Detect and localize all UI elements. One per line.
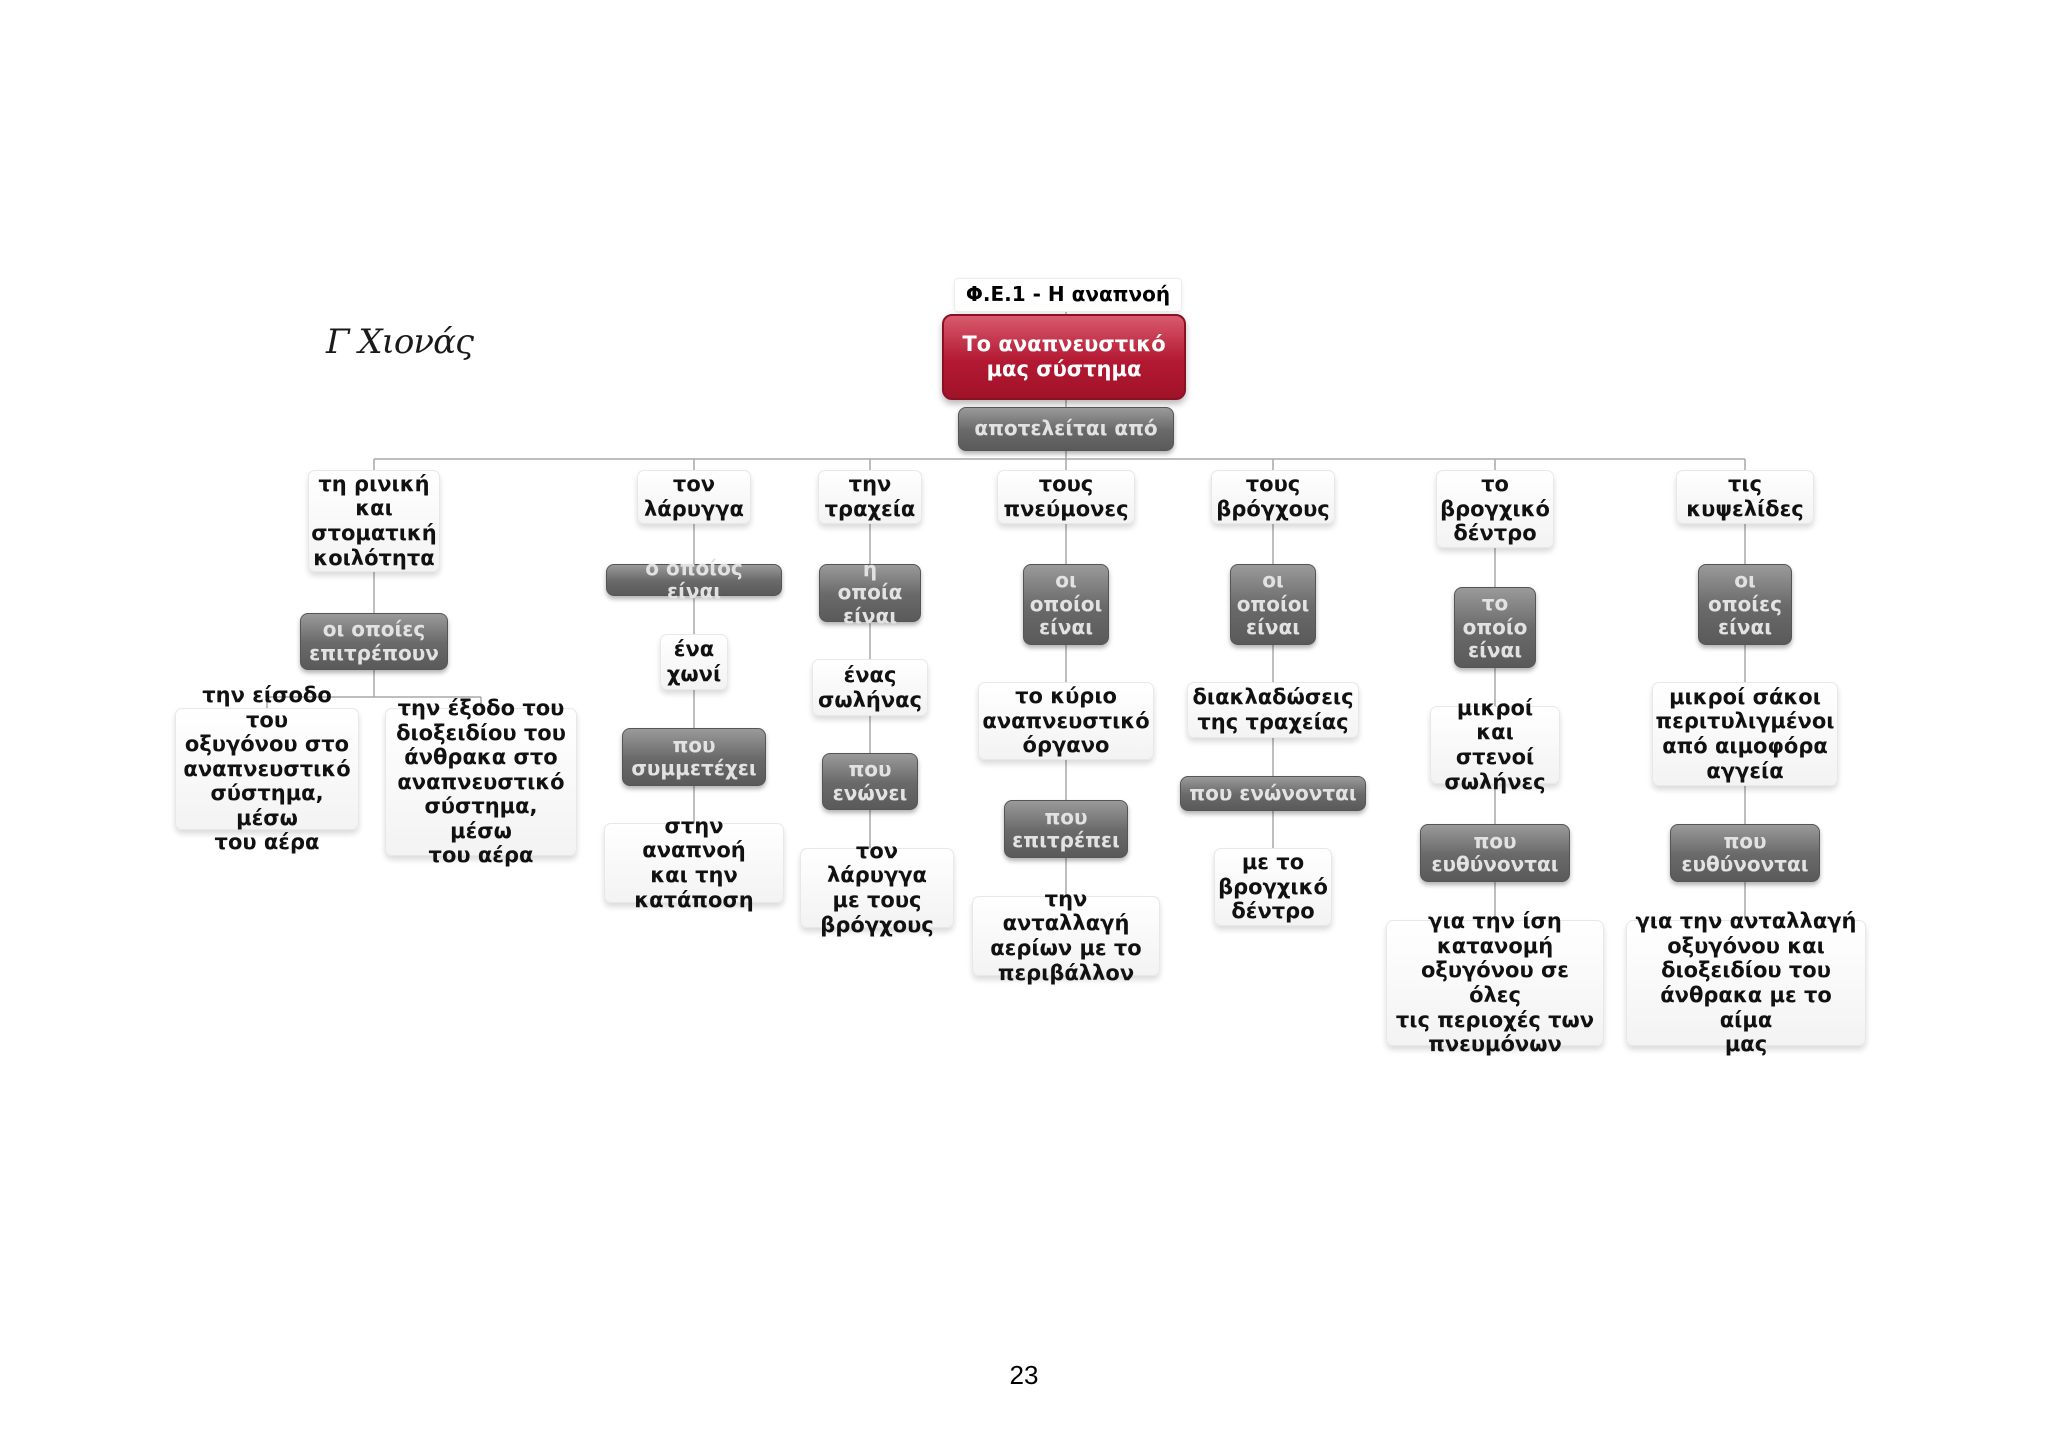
link-alveoli: οι οποίες είναι	[1698, 564, 1792, 645]
concept-lungs: τους πνεύμονες	[997, 470, 1135, 524]
description-larynx: ένα χωνί	[660, 634, 728, 690]
map-title: Φ.Ε.1 - Η αναπνοή	[954, 278, 1182, 312]
link-lungs: οι οποίοι είναι	[1023, 564, 1109, 645]
concept-bronchial-tree: το βρογχικό δέντρο	[1436, 470, 1554, 548]
link2-larynx: που συμμετέχει	[622, 728, 766, 786]
outcome-carbon-dioxide-exit: την έξοδο του διοξειδίου του άνθρακα στο αναπνευστικό σύστημα, μέσω του αέρα	[385, 708, 577, 856]
link2-bronchial-tree: που ευθύνονται	[1420, 824, 1570, 882]
author-signature: Γ Χιονάς	[326, 322, 474, 362]
outcome-alveoli: για την ανταλλαγή οξυγόνου και διοξειδίου του άνθρακα με το αίμα μας	[1626, 920, 1866, 1046]
link-nasal-oral-cavity: οι οποίες επιτρέπουν	[300, 613, 448, 670]
link-larynx: ο οποίος είναι	[606, 564, 782, 596]
concept-bronchi: τους βρόγχους	[1211, 470, 1335, 524]
concept-larynx: τον λάρυγγα	[637, 470, 751, 524]
root-concept: Το αναπνευστικό μας σύστημα	[942, 314, 1186, 400]
outcome-larynx: στην αναπνοή και την κατάποση	[604, 823, 784, 903]
link2-alveoli: που ευθύνονται	[1670, 824, 1820, 882]
link-trachea: η οποία είναι	[819, 564, 921, 622]
description-bronchial-tree: μικροί και στενοί σωλήνες	[1430, 706, 1560, 784]
outcome-lungs: την ανταλλαγή αερίων με το περιβάλλον	[972, 896, 1160, 976]
concept-alveoli: τις κυψελίδες	[1676, 470, 1814, 524]
link2-lungs: που επιτρέπει	[1004, 800, 1128, 858]
outcome-bronchial-tree: για την ίση κατανομή οξυγόνου σε όλες τις περιοχές των πνευμόνων	[1386, 920, 1604, 1046]
outcome-trachea: τον λάρυγγα με τους βρόγχους	[800, 848, 954, 928]
link2-trachea: που ενώνει	[822, 753, 918, 810]
outcome-bronchi: με το βρογχικό δέντρο	[1214, 848, 1332, 926]
concept-trachea: την τραχεία	[818, 470, 922, 524]
link2-bronchi: που ενώνονται	[1180, 776, 1366, 811]
link-bronchi: οι οποίοι είναι	[1230, 564, 1316, 645]
concept-nasal-oral-cavity: τη ρινική και στοματική κοιλότητα	[308, 470, 440, 572]
description-bronchi: διακλαδώσεις της τραχείας	[1187, 682, 1359, 738]
description-lungs: το κύριο αναπνευστικό όργανο	[978, 682, 1154, 760]
root-link: αποτελείται από	[958, 407, 1174, 451]
description-alveoli: μικροί σάκοι περιτυλιγμένοι από αιμοφόρα αγγεία	[1652, 682, 1838, 786]
page-number: 23	[1009, 1360, 1039, 1390]
outcome-oxygen-entry: την είσοδο του οξυγόνου στο αναπνευστικό σύστημα, μέσω του αέρα	[175, 708, 359, 830]
description-trachea: ένας σωλήνας	[812, 659, 928, 716]
link-bronchial-tree: το οποίο είναι	[1454, 587, 1536, 668]
